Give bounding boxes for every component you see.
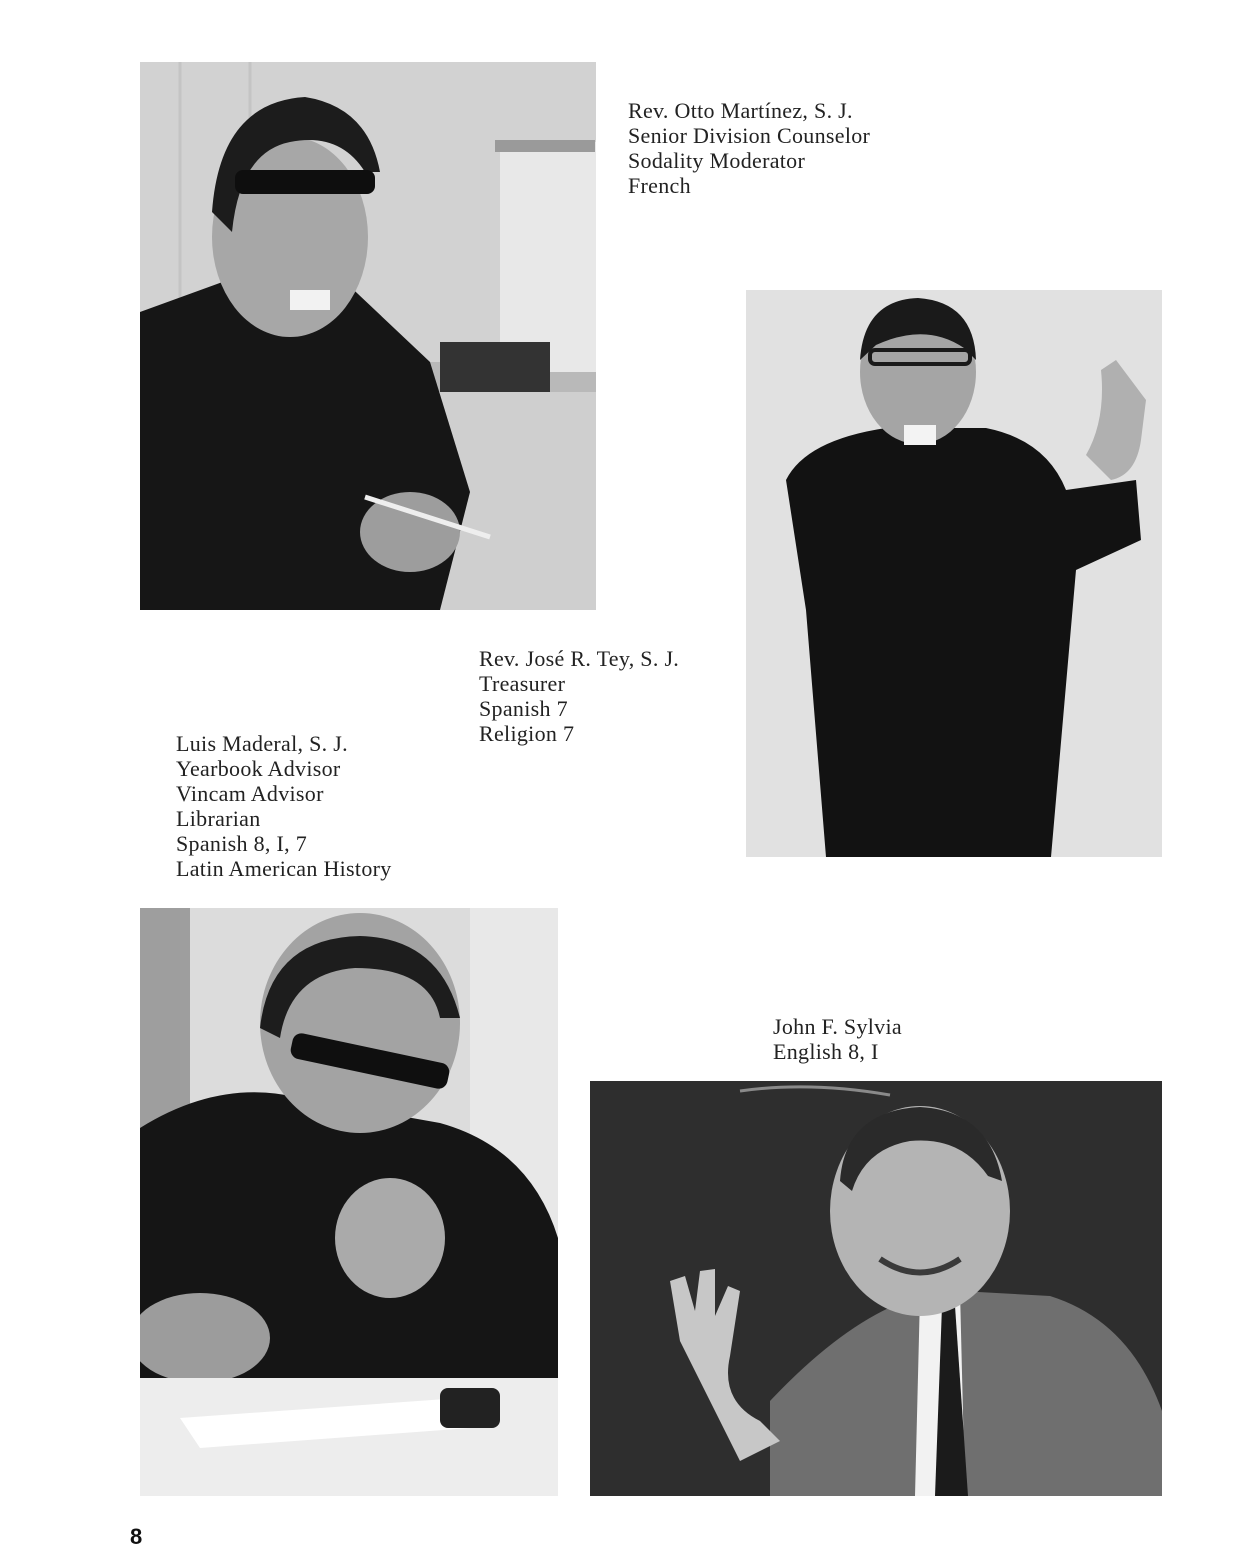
- caption-role: Latin American History: [176, 856, 392, 881]
- photo-tey: [746, 290, 1162, 857]
- caption-maderal: [176, 731, 392, 881]
- caption-name: Luis Maderal, S. J.: [176, 731, 348, 756]
- photo-martinez: [140, 62, 596, 610]
- caption-role: Spanish 8, I, 7: [176, 831, 307, 856]
- photo-martinez-image: [140, 62, 596, 610]
- caption-name: John F. Sylvia: [773, 1014, 902, 1039]
- caption-name: Rev. Otto Martínez, S. J.: [628, 98, 853, 123]
- caption-role: Religion 7: [479, 721, 575, 746]
- photo-tey-image: [746, 290, 1162, 857]
- caption-role: Senior Division Counselor: [628, 123, 871, 148]
- caption-role: Spanish 7: [479, 696, 568, 721]
- caption-role: French: [628, 173, 691, 198]
- photo-maderal: [140, 908, 558, 1496]
- photo-sylvia: [590, 1081, 1162, 1496]
- photo-sylvia-image: [590, 1081, 1162, 1496]
- caption-role: Sodality Moderator: [628, 148, 806, 173]
- caption-role: Treasurer: [479, 671, 566, 696]
- caption-role: Yearbook Advisor: [176, 756, 341, 781]
- caption-name: Rev. José R. Tey, S. J.: [479, 646, 680, 671]
- caption-role: Vincam Advisor: [176, 781, 324, 806]
- caption-tey: [479, 646, 679, 746]
- caption-role: English 8, I: [773, 1039, 879, 1064]
- caption-sylvia: [773, 1014, 902, 1064]
- caption-role: Librarian: [176, 806, 261, 831]
- caption-martinez: [628, 98, 870, 198]
- page-number: 8: [130, 1524, 143, 1549]
- photo-maderal-image: [140, 908, 558, 1496]
